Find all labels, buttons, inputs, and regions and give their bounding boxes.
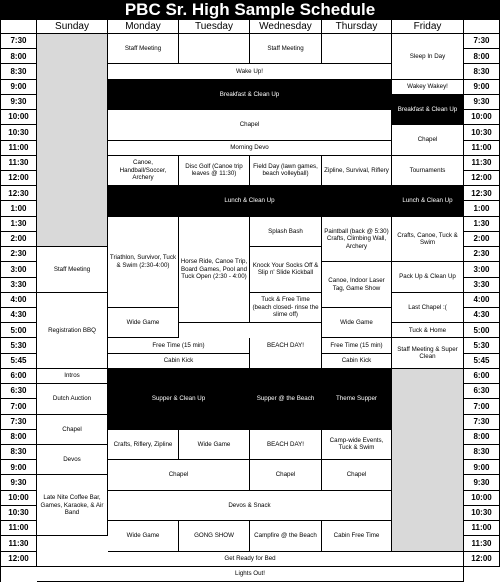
time-label-right: 7:00 bbox=[464, 399, 500, 414]
time-label-left: 1:00 bbox=[1, 201, 37, 216]
header-sunday: Sunday bbox=[37, 20, 108, 34]
time-label-right: 11:00 bbox=[464, 521, 500, 536]
event-cell: Staff Meeting bbox=[108, 34, 179, 64]
time-label-left: 9:00 bbox=[1, 80, 37, 95]
event-cell: Lunch & Clean Up bbox=[108, 186, 392, 216]
time-label-right: 5:30 bbox=[464, 338, 500, 353]
event-cell: Theme Supper bbox=[322, 369, 392, 430]
time-label-left: 7:30 bbox=[1, 415, 37, 430]
event-cell: BEACH DAY! bbox=[250, 323, 322, 369]
time-label-right: 8:30 bbox=[464, 64, 500, 79]
time-label-left: 4:30 bbox=[1, 308, 37, 323]
event-cell: Staff Meeting bbox=[250, 34, 322, 64]
event-cell: Chapel bbox=[322, 460, 392, 490]
time-label-right: 9:00 bbox=[464, 80, 500, 95]
time-label-right: 5:00 bbox=[464, 323, 500, 338]
event-cell: Registration BBQ bbox=[37, 293, 108, 369]
event-cell: Dutch Auction bbox=[37, 384, 108, 414]
time-label-left: 12:00 bbox=[1, 171, 37, 186]
time-label-right: 10:30 bbox=[464, 506, 500, 521]
event-cell: Tuck & Home bbox=[392, 323, 464, 338]
event-cell: Triathlon, Survivor, Tuck & Swim (2:30-4:00) bbox=[108, 217, 179, 308]
event-cell: Chapel bbox=[37, 415, 108, 445]
time-label-left: 9:30 bbox=[1, 95, 37, 110]
time-label-left: 4:00 bbox=[1, 293, 37, 308]
event-cell: Late Nite Coffee Bar, Games, Karaoke, & Air Band bbox=[37, 475, 108, 536]
event-cell: Pack Up & Clean Up bbox=[392, 262, 464, 292]
time-label-left: 10:00 bbox=[1, 110, 37, 125]
time-label-left: 5:45 bbox=[1, 354, 37, 369]
event-cell: Paintball (back @ 5:30) Crafts, Climbing Wall, Archery bbox=[322, 217, 392, 263]
time-label-right: 6:30 bbox=[464, 384, 500, 399]
event-cell: Cabin Free Time bbox=[322, 521, 392, 551]
event-cell: Staff Meeting & Super Clean bbox=[392, 338, 464, 368]
event-cell: Campfire @ the Beach bbox=[250, 521, 322, 551]
friday-empty bbox=[392, 369, 464, 552]
event-cell: Lights Out! bbox=[37, 567, 464, 582]
event-cell: Staff Meeting bbox=[37, 247, 108, 293]
event-cell: Chapel bbox=[392, 125, 464, 155]
time-label-right: 6:00 bbox=[464, 369, 500, 384]
time-label-left: 8:00 bbox=[1, 430, 37, 445]
event-cell: BEACH DAY! bbox=[250, 430, 322, 460]
time-label-left: 12:00 bbox=[1, 552, 37, 567]
time-label-right: 12:30 bbox=[464, 186, 500, 201]
time-label-right: 1:30 bbox=[464, 217, 500, 232]
event-cell: Devos & Snack bbox=[108, 491, 392, 521]
time-label-right: 2:30 bbox=[464, 247, 500, 262]
header-thursday: Thursday bbox=[322, 20, 392, 34]
time-label-right: 3:00 bbox=[464, 262, 500, 277]
time-label-right: 9:30 bbox=[464, 95, 500, 110]
event-cell: Crafts, Canoe, Tuck & Swim bbox=[392, 217, 464, 263]
time-label-left: 10:30 bbox=[1, 506, 37, 521]
time-label-left: 8:00 bbox=[1, 49, 37, 64]
time-label-left: 9:30 bbox=[1, 475, 37, 490]
time-label-right: 1:00 bbox=[464, 201, 500, 216]
time-label-left: 8:30 bbox=[1, 64, 37, 79]
time-label-right: 7:30 bbox=[464, 415, 500, 430]
time-label-right: 10:30 bbox=[464, 125, 500, 140]
event-cell: Wide Game bbox=[179, 430, 250, 460]
time-label-right: 11:30 bbox=[464, 156, 500, 171]
time-label-left: 3:00 bbox=[1, 262, 37, 277]
event-cell: Lunch & Clean Up bbox=[392, 186, 464, 216]
event-cell: Last Chapel :( bbox=[392, 293, 464, 323]
event-cell: Intros bbox=[37, 369, 108, 384]
header-monday: Monday bbox=[108, 20, 179, 34]
event-cell: Breakfast & Clean Up bbox=[392, 95, 464, 125]
time-label-right: 9:30 bbox=[464, 475, 500, 490]
time-label-right: 9:00 bbox=[464, 460, 500, 475]
time-label-right: 12:00 bbox=[464, 171, 500, 186]
time-label-left: 7:30 bbox=[1, 34, 37, 49]
event-cell: Cabin Kick bbox=[108, 354, 250, 369]
time-label-right: 8:30 bbox=[464, 445, 500, 460]
event-cell: Chapel bbox=[250, 460, 322, 490]
event-cell: Wide Game bbox=[108, 308, 179, 338]
time-label-right: 11:30 bbox=[464, 536, 500, 551]
event-cell: Camp-wide Events, Tuck & Swim bbox=[322, 430, 392, 460]
event-cell: Wakey Wakey! bbox=[392, 80, 464, 95]
event-cell: Free Time (15 min) bbox=[322, 338, 392, 353]
event-cell: Supper & Clean Up bbox=[108, 369, 250, 430]
time-label-right: 8:00 bbox=[464, 49, 500, 64]
event-cell: Wide Game bbox=[322, 308, 392, 338]
event-cell: Sleep In Day bbox=[392, 34, 464, 80]
time-label-left: 11:30 bbox=[1, 156, 37, 171]
page-title: PBC Sr. High Sample Schedule bbox=[0, 0, 500, 19]
event-cell: Canoe, Indoor Laser Tag, Game Show bbox=[322, 262, 392, 308]
empty-cell bbox=[322, 34, 392, 64]
event-cell: Field Day (lawn games, beach volleyball) bbox=[250, 156, 322, 186]
time-label-right: 4:30 bbox=[464, 308, 500, 323]
event-cell: Free Time (15 min) bbox=[108, 338, 250, 353]
event-cell: Zipline, Survival, Riflery bbox=[322, 156, 392, 186]
empty-cell bbox=[179, 34, 250, 64]
event-cell: Morning Devo bbox=[108, 141, 392, 156]
time-label-right: 5:45 bbox=[464, 354, 500, 369]
time-label-right: 8:00 bbox=[464, 430, 500, 445]
time-label-right: 4:00 bbox=[464, 293, 500, 308]
header-tuesday: Tuesday bbox=[179, 20, 250, 34]
time-label-left: 11:00 bbox=[1, 141, 37, 156]
event-cell: Devos bbox=[37, 445, 108, 475]
time-label-left: 6:30 bbox=[1, 384, 37, 399]
time-label-left: 5:00 bbox=[1, 323, 37, 338]
event-cell: Canoe, Handball/Soccer, Archery bbox=[108, 156, 179, 186]
time-label-right: 11:00 bbox=[464, 141, 500, 156]
time-label-left: 5:30 bbox=[1, 338, 37, 353]
time-label-left: 9:00 bbox=[1, 460, 37, 475]
time-label-right: 7:30 bbox=[464, 34, 500, 49]
corner-cell bbox=[1, 20, 37, 34]
time-label-right: 10:00 bbox=[464, 110, 500, 125]
event-cell: Cabin Kick bbox=[322, 354, 392, 369]
event-cell: Knock Your Socks Off & Slip n' Slide Kickball bbox=[250, 247, 322, 293]
event-cell: Wake Up! bbox=[108, 64, 392, 79]
schedule-grid bbox=[0, 19, 500, 582]
time-label-left: 7:00 bbox=[1, 399, 37, 414]
event-cell: Breakfast & Clean Up bbox=[108, 80, 392, 110]
event-cell: GONG SHOW bbox=[179, 521, 250, 551]
sunday-empty bbox=[37, 34, 108, 247]
header-wednesday: Wednesday bbox=[250, 20, 322, 34]
event-cell: Horse Ride, Canoe Trip, Board Games, Pool and Tuck Open (2:30 - 4:00) bbox=[179, 217, 250, 324]
time-label-left: 10:00 bbox=[1, 491, 37, 506]
time-label-left: 6:00 bbox=[1, 369, 37, 384]
time-label-left: 1:30 bbox=[1, 217, 37, 232]
time-label-left: 2:00 bbox=[1, 232, 37, 247]
time-label-right: 10:00 bbox=[464, 491, 500, 506]
time-label-left: 11:00 bbox=[1, 521, 37, 536]
event-cell: Disc Golf (Canoe trip leaves @ 11:30) bbox=[179, 156, 250, 186]
time-label-left: 8:30 bbox=[1, 445, 37, 460]
time-label-left: 11:30 bbox=[1, 536, 37, 551]
event-cell: Wide Game bbox=[108, 521, 179, 551]
time-label-right: 3:30 bbox=[464, 278, 500, 293]
time-label-right: 2:00 bbox=[464, 232, 500, 247]
event-cell: Tuck & Free Time (beach closed- rinse the slime off) bbox=[250, 293, 322, 323]
time-label-left: 12:30 bbox=[1, 186, 37, 201]
time-label-right: 12:00 bbox=[464, 552, 500, 567]
event-cell: Chapel bbox=[108, 460, 250, 490]
time-label-left: 10:30 bbox=[1, 125, 37, 140]
event-cell: Splash Bash bbox=[250, 217, 322, 247]
time-label-left: 3:30 bbox=[1, 278, 37, 293]
event-cell: Crafts, Riflery, Zipline bbox=[108, 430, 179, 460]
corner-cell-right bbox=[464, 20, 500, 34]
event-cell: Supper @ the Beach bbox=[250, 369, 322, 430]
event-cell: Chapel bbox=[108, 110, 392, 140]
event-cell: Tournaments bbox=[392, 156, 464, 186]
header-friday: Friday bbox=[392, 20, 464, 34]
event-cell: Get Ready for Bed bbox=[37, 552, 464, 567]
time-label-left: 2:30 bbox=[1, 247, 37, 262]
